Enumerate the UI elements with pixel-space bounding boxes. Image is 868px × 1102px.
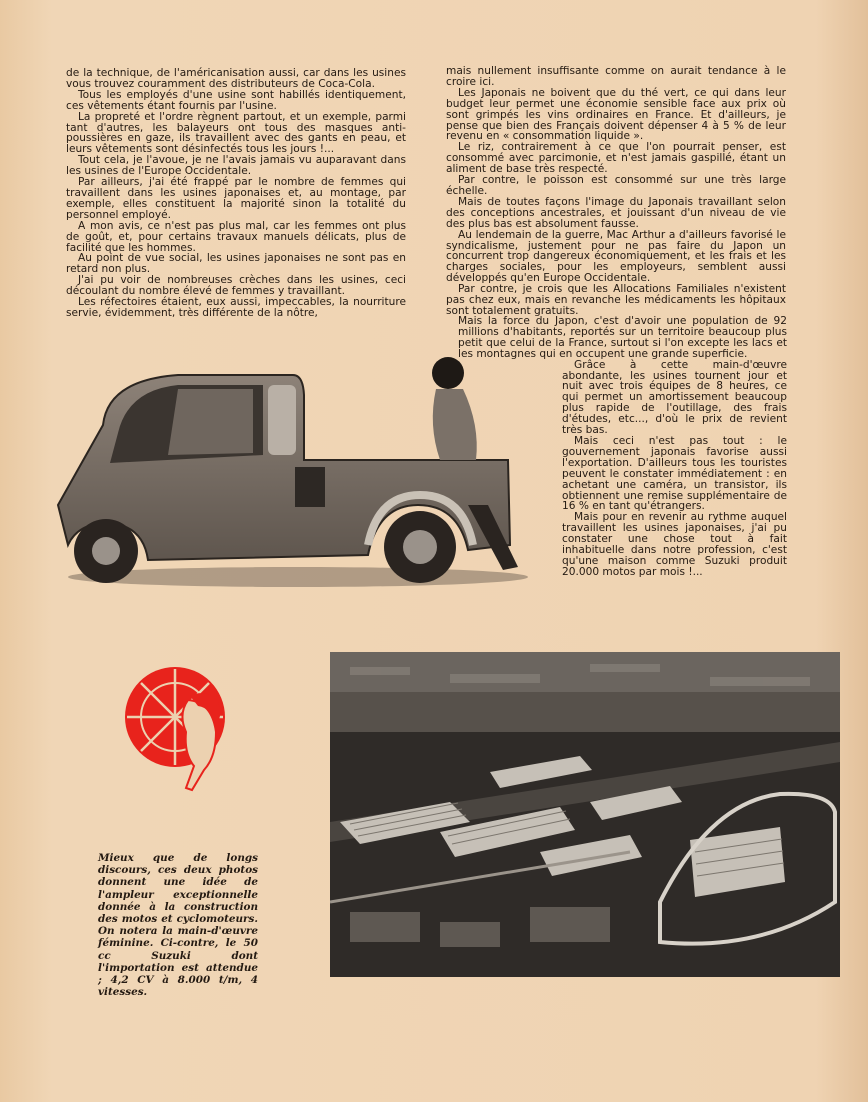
paragraph: La propreté et l'ordre règnent partout, et un exemple, parmi tant d'autres, les balayeurs ont tous des masques anti-poussières en gaze, ils travaillent avec des gants en peau, et leurs vêtements sont désinfectés tous les jours !... (66, 110, 406, 156)
paragraph: Les Japonais ne boivent que du thé vert, ce qui dans leur budget leur permet une économie sensible face aux prix où sont grimpés les vins ordinaires en France. Et d'ailleurs, je pense que bien des Français doivent dépenser 4 à 5 % de leur revenu en « consommation liquide ». (446, 86, 786, 143)
paragraph: Mais ceci n'est pas tout : le gouvernement japonais favorise aussi l'exportation. D'ailleurs tous les touristes peuvent le constater immédiatement : en achetant une caméra, un transistor, ils obtiennent une remise supplémentaire de 16 % en tant qu'étrangers. (562, 434, 787, 513)
paragraph: Mais la force du Japon, c'est d'avoir une population de 92 millions d'habitants, reportés sur un territoire beaucoup plus petit que celui de la France, surtout si l'on excepte les lacs et les montagnes qui en occupent une grande superficie. (458, 315, 787, 360)
paragraph: Par contre, je crois que les Allocations Familiales n'existent pas chez eux, mais en revanche les médicaments les hôpitaux sont totalement gratuits. (446, 283, 786, 317)
paragraph: A mon avis, ce n'est pas plus mal, car les femmes ont plus de goût, et, pour certains travaux manuels délicats, plus de facilité que les hommes. (66, 219, 406, 254)
paragraph: Au point de vue social, les usines japonaises ne sont pas en retard non plus. (66, 252, 406, 276)
paragraph: J'ai pu voir de nombreuses crèches dans les usines, ceci découlant du nombre élevé de femmes y travaillant. (66, 274, 406, 298)
three-wheeler-truck-photo (48, 355, 528, 595)
paragraph: Par ailleurs, j'ai été frappé par le nombre de femmes qui travaillent dans les usines japonaises et, au montage, par exemple, elles constituent la majorité sinon la totalité du personnel employé. (66, 176, 406, 221)
paragraph: Grâce à cette main-d'œuvre abondante, les usines tournent jour et nuit avec trois équipes de 8 heures, ce qui permet un amortissement beaucoup plus rapide de l'outillage, des frais d'études, etc..., d'où le prix de revient très bas. (562, 358, 787, 437)
paragraph: Par contre, le poisson est consommé sur une très large échelle. (446, 174, 786, 197)
paragraph: Tout cela, je l'avoue, je ne l'avais jamais vu auparavant dans les usines de l'Europe Occidentale. (66, 154, 406, 178)
paragraph: Tous les employés d'une usine sont habillés identiquement, ces vêtements étant fournis par l'usine. (66, 88, 406, 112)
article-right-column (446, 66, 786, 317)
paragraph: Au lendemain de la guerre, Mac Arthur a d'ailleurs favorisé le syndicalisme, justement pour ne pas faire du Japon un concurrent trop dangereux économiquement, et les frais et les charges sociales, pour les employeurs, semblent aussi développés qu'en Europe Occidentale. (446, 228, 786, 285)
paragraph: Mais pour en revenir au rythme auquel travaillent les usines japonaises, j'ai pu constater une chose tout à fait inhabituelle dans notre profession, c'est qu'une maison comme Suzuki produit 20.000 motos par mois !... (562, 511, 787, 578)
paragraph: Mais de toutes façons l'image du Japonais travaillant selon des conceptions ancestrales, et jouissant d'un niveau de vie des plus bas est absolument fausse. (446, 195, 786, 230)
article-left-column (66, 68, 406, 319)
geisha-parasol-emblem (120, 662, 240, 792)
paragraph: Le riz, contrairement à ce que l'on pourrait penser, est consommé avec parcimonie, et n'est jamais gaspillé, étant un aliment de base très respecté. (446, 141, 786, 176)
article-narrow-column (458, 315, 787, 578)
paragraph: Les réfectoires étaient, eux aussi, impeccables, la nourriture servie, évidemment, très différente de la nôtre, (66, 296, 406, 319)
paragraph: mais nullement insuffisante comme on aurait tendance à le croire ici. (446, 65, 786, 88)
photo-caption: Mieux que de longs discours, ces deux photos donnent une idée de l'ampleur exceptionnelle donnée à la construction des motos et cyclomoteurs. On notera la main-d'œuvre féminine. Ci-contre, le 50 cc Suzuki dont l'importation est attendue ; 4,2 CV à 8.000 t/m, 4 vitesses. (98, 852, 258, 999)
factory-aerial-photo (330, 652, 840, 977)
paragraph: de la technique, de l'américanisation aussi, car dans les usines vous trouvez couramment des distributeurs de Coca-Cola. (66, 67, 406, 90)
